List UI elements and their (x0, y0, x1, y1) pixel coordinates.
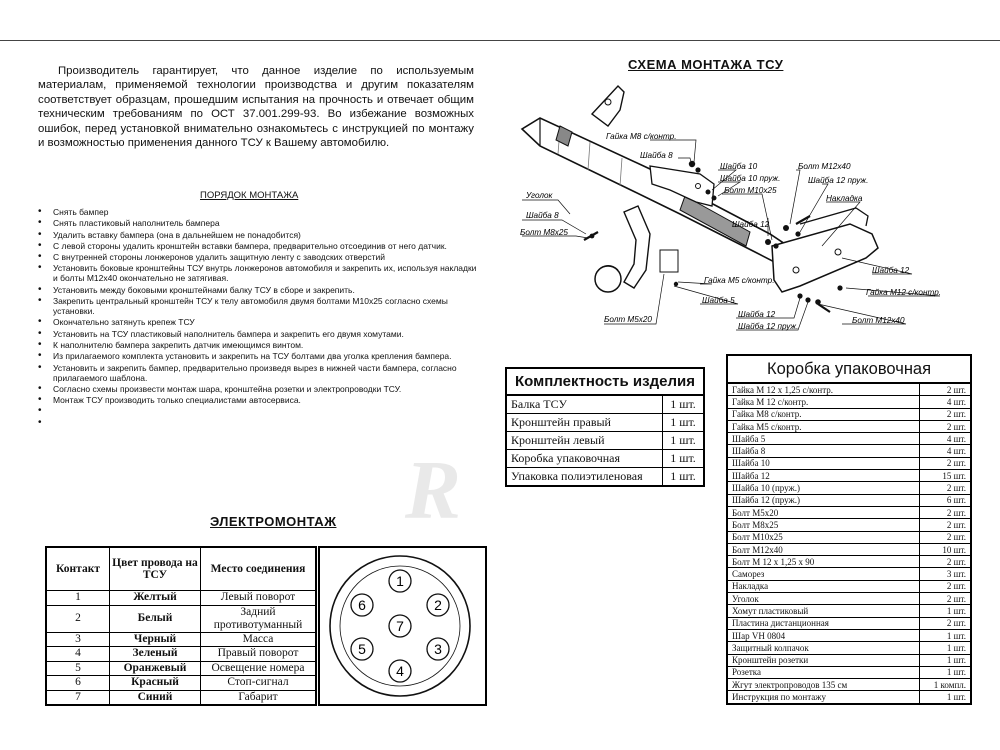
label-washer12-bottom: Шайба 12 (738, 310, 776, 319)
box-item-name: Болт М8х25 (727, 519, 920, 531)
step-item: • Установить и закрепить бампер, предварительно произведя вырез в нижней части бампера, согласно прилагаемого шаблона. (38, 363, 478, 383)
label-washer10-spring: Шайба 10 пруж. (720, 174, 781, 183)
step-item: • Согласно схемы произвести монтаж шара, кронштейна розетки и электропроводки ТСУ. (38, 384, 478, 394)
wiring-row (46, 647, 316, 662)
box-item-qty: 10 шт. (920, 543, 972, 555)
box-row (727, 408, 971, 420)
label-bolt-m10x25: Болт М10х25 (724, 186, 777, 195)
step-item: • Снять бампер (38, 207, 478, 217)
label-nut-m12: Гайка М12 с/контр. (866, 288, 942, 297)
label-washer8-top: Шайба 8 (640, 151, 673, 160)
wiring-row (46, 676, 316, 691)
label-bolt-m5x20: Болт М5х20 (604, 315, 652, 324)
socket-pin-number: 5 (358, 641, 366, 657)
socket-pin-number: 6 (358, 597, 366, 613)
box-item-qty: 2 шт. (920, 580, 972, 592)
box-table (726, 354, 972, 705)
box-item-name: Болт М10х25 (727, 531, 920, 543)
step-item: • С внутренней стороны лонжеронов удалить защитную ленту с заводских отверстий (38, 252, 478, 262)
wiring-row (46, 690, 316, 705)
connection-place: Габарит (201, 690, 317, 705)
box-item-name: Гайка М8 с/контр. (727, 408, 920, 420)
box-item-name: Шайба 12 (727, 470, 920, 482)
contact-number: 5 (46, 661, 110, 676)
step-item: • Установить на ТСУ пластиковый наполнитель бампера и закрепить его двумя хомутами. (38, 329, 478, 339)
left-bracket (592, 86, 624, 126)
electro-title: ЭЛЕКТРОМОНТАЖ (210, 514, 337, 529)
step-item: • К наполнителю бампера закрепить датчик имеющимся винтом. (38, 340, 478, 350)
mounting-diagram (500, 74, 980, 346)
kit-item-qty: 1 шт. (663, 468, 705, 487)
box-item-qty: 2 шт. (920, 482, 972, 494)
wire-color: Красный (110, 676, 201, 691)
kit-row (506, 395, 704, 414)
box-row (727, 691, 971, 704)
box-row (727, 445, 971, 457)
connection-place: Задний противотуманный (201, 605, 317, 632)
label-corner: Уголок (526, 191, 553, 200)
kit-row (506, 450, 704, 468)
box-item-qty: 4 шт. (920, 445, 972, 457)
box-item-name: Шайба 8 (727, 445, 920, 457)
wiring-table (45, 546, 317, 706)
contact-number: 3 (46, 632, 110, 647)
socket-pin-number: 4 (396, 663, 404, 679)
step-item: • Установить между боковыми кронштейнами балку ТСУ в сборе и закрепить. (38, 285, 478, 295)
label-nut-m5: Гайка М5 с/контр. (704, 276, 775, 285)
box-row (727, 629, 971, 641)
box-row (727, 457, 971, 469)
socket-diagram (320, 548, 485, 704)
box-item-name: Шайба 5 (727, 433, 920, 445)
box-item-qty: 2 шт. (920, 506, 972, 518)
box-item-qty: 4 шт. (920, 433, 972, 445)
box-item-qty: 2 шт. (920, 383, 972, 396)
box-item-name: Накладка (727, 580, 920, 592)
kit-title: Комплектность изделия (505, 367, 705, 394)
step-item: • С левой стороны удалить кронштейн вставки бампера, предварительно отсоединив от него датчик. (38, 241, 478, 251)
logo-watermark: R (405, 444, 456, 537)
box-row (727, 519, 971, 531)
box-title: Коробка упаковочная (726, 354, 972, 382)
step-item: • Снять пластиковый наполнитель бампера (38, 218, 478, 228)
box-item-name: Кронштейн розетки (727, 654, 920, 666)
box-item-qty: 2 шт. (920, 420, 972, 432)
step-item: • Окончательно затянуть крепеж ТСУ (38, 317, 478, 327)
box-row (727, 433, 971, 445)
label-washer12-spring-top: Шайба 12 пруж. (808, 176, 869, 185)
step-item (38, 406, 478, 416)
label-plate: Накладка (826, 194, 863, 203)
box-item-qty: 1 шт. (920, 642, 972, 654)
box-row (727, 593, 971, 605)
box-item-qty: 4 шт. (920, 396, 972, 408)
wiring-row (46, 632, 316, 647)
box-item-name: Шар VH 0804 (727, 629, 920, 641)
ball-neck (624, 206, 650, 288)
box-item-name: Гайка М5 с/контр. (727, 420, 920, 432)
kit-table (505, 367, 705, 487)
kit-item-qty: 1 шт. (663, 450, 705, 468)
box-row (727, 383, 971, 396)
box-row (727, 420, 971, 432)
wire-color: Зеленый (110, 647, 201, 662)
contact-number: 7 (46, 690, 110, 705)
wiring-row (46, 661, 316, 676)
box-item-name: Саморез (727, 568, 920, 580)
box-row (727, 470, 971, 482)
box-item-qty: 2 шт. (920, 617, 972, 629)
socket-pin-number: 3 (434, 641, 442, 657)
box-item-qty: 3 шт. (920, 568, 972, 580)
wiring-row (46, 591, 316, 606)
step-item: • Закрепить центральный кронштейн ТСУ к телу автомобиля двумя болтами М10х25 согласно схемы установки. (38, 296, 478, 316)
box-item-name: Шайба 10 (пруж.) (727, 482, 920, 494)
box-item-qty: 1 шт. (920, 666, 972, 678)
box-row (727, 482, 971, 494)
socket-diagram-frame (318, 546, 487, 706)
box-row (727, 396, 971, 408)
box-item-name: Гайка М 12 х 1,25 с/контр. (727, 383, 920, 396)
kit-item-name: Кронштейн правый (506, 414, 663, 432)
contact-number: 6 (46, 676, 110, 691)
connection-place: Правый поворот (201, 647, 317, 662)
box-row (727, 556, 971, 568)
connection-place: Масса (201, 632, 317, 647)
installation-steps (38, 207, 478, 429)
box-row (727, 654, 971, 666)
wire-color: Белый (110, 605, 201, 632)
box-item-qty: 2 шт. (920, 457, 972, 469)
socket-pin-number: 7 (396, 618, 404, 634)
label-bolt-m12x40-bottom: Болт М12х40 (852, 316, 905, 325)
socket-pin-number: 1 (396, 573, 404, 589)
box-row (727, 642, 971, 654)
scheme-title: СХЕМА МОНТАЖА ТСУ (628, 57, 784, 72)
label-washer12-spring-bottom: Шайба 12 пруж. (738, 322, 799, 331)
intro-paragraph: Производитель гарантирует, что данное изделие по используемым материалам, применяемой технологии производства и другим показателям соответствует образцам, прошедшим испытания на прочность и отвечает общим техническим требованиям по ОСТ 37.001.299-93. Во избежание возможных ошибок, перед установкой внимательно ознакомьтесь с инструкцией по монтажу и возможностью применения данного ТСУ к Вашему автомобилю. (38, 65, 474, 150)
box-row (727, 494, 971, 506)
box-item-qty: 2 шт. (920, 531, 972, 543)
step-item: • Монтаж ТСУ производить только специалистами автосервиса. (38, 395, 478, 405)
kit-item-qty: 1 шт. (663, 414, 705, 432)
contact-number: 1 (46, 591, 110, 606)
wire-color: Оранжевый (110, 661, 201, 676)
kit-row (506, 468, 704, 487)
box-item-qty: 1 шт. (920, 605, 972, 617)
kit-item-qty: 1 шт. (663, 432, 705, 450)
label-washer10: Шайба 10 (720, 162, 758, 171)
label-bolt-m8x25: Болт М8х25 (520, 228, 568, 237)
order-title: ПОРЯДОК МОНТАЖА (200, 190, 299, 201)
label-washer12-right: Шайба 12 (872, 266, 910, 275)
box-item-qty: 1 шт. (920, 691, 972, 704)
box-item-qty: 2 шт. (920, 593, 972, 605)
box-row (727, 568, 971, 580)
step-item: • Установить боковые кронштейны ТСУ внутрь лонжеронов автомобиля и закрепить их, используя накладки и болты М12х40 окончательно не затягивая. (38, 263, 478, 283)
box-row (727, 605, 971, 617)
kit-row (506, 414, 704, 432)
box-row (727, 531, 971, 543)
contact-number: 4 (46, 647, 110, 662)
connection-place: Освещение номера (201, 661, 317, 676)
step-item: • Из прилагаемого комплекта установить и закрепить на ТСУ болтами два уголка крепления бампера. (38, 351, 478, 361)
box-item-qty: 1 шт. (920, 654, 972, 666)
socket-pin-number: 2 (434, 597, 442, 613)
box-row (727, 506, 971, 518)
box-item-name: Гайка М 12 с/контр. (727, 396, 920, 408)
box-item-name: Жгут электропроводов 135 см (727, 679, 920, 691)
box-item-name: Защитный колпачок (727, 642, 920, 654)
step-item (38, 418, 478, 428)
box-item-qty: 1 шт. (920, 629, 972, 641)
box-item-name: Инструкция по монтажу (727, 691, 920, 704)
box-item-qty: 2 шт. (920, 408, 972, 420)
wire-color: Желтый (110, 591, 201, 606)
label-washer5: Шайба 5 (702, 296, 735, 305)
box-item-name: Болт М5х20 (727, 506, 920, 518)
box-item-qty: 6 шт. (920, 494, 972, 506)
box-item-qty: 1 компл. (920, 679, 972, 691)
box-item-name: Шайба 12 (пруж.) (727, 494, 920, 506)
header-contact: Контакт (46, 547, 110, 591)
wire-color: Синий (110, 690, 201, 705)
kit-item-name: Балка ТСУ (506, 395, 663, 414)
connection-place: Стоп-сигнал (201, 676, 317, 691)
kit-item-name: Упаковка полиэтиленовая (506, 468, 663, 487)
box-item-qty: 2 шт. (920, 556, 972, 568)
kit-row (506, 432, 704, 450)
box-item-qty: 15 шт. (920, 470, 972, 482)
header-color: Цвет провода на ТСУ (110, 547, 201, 591)
kit-item-name: Коробка упаковочная (506, 450, 663, 468)
header-place: Место соединения (201, 547, 317, 591)
box-item-qty: 2 шт. (920, 519, 972, 531)
wiring-row (46, 605, 316, 632)
label-washer12-top: Шайба 12 (732, 220, 770, 229)
kit-item-name: Кронштейн левый (506, 432, 663, 450)
box-row (727, 580, 971, 592)
wire-color: Черный (110, 632, 201, 647)
box-row (727, 666, 971, 678)
label-washer8-left: Шайба 8 (526, 211, 559, 220)
contact-number: 2 (46, 605, 110, 632)
connection-place: Левый поворот (201, 591, 317, 606)
box-item-name: Пластина дистанционная (727, 617, 920, 629)
kit-item-qty: 1 шт. (663, 395, 705, 414)
box-item-name: Уголок (727, 593, 920, 605)
box-item-name: Розетка (727, 666, 920, 678)
step-item: • Удалить вставку бампера (она в дальнейшем не понадобится) (38, 230, 478, 240)
box-row (727, 679, 971, 691)
label-nut-m8: Гайка М8 с/контр. (606, 132, 677, 141)
box-item-name: Хомут пластиковый (727, 605, 920, 617)
box-row (727, 617, 971, 629)
header-rule (0, 40, 1000, 41)
box-item-name: Болт М 12 х 1,25 х 90 (727, 556, 920, 568)
box-item-name: Шайба 10 (727, 457, 920, 469)
box-row (727, 543, 971, 555)
label-bolt-m12x40-top: Болт М12х40 (798, 162, 851, 171)
box-item-name: Болт М12х40 (727, 543, 920, 555)
right-bracket (772, 224, 878, 292)
